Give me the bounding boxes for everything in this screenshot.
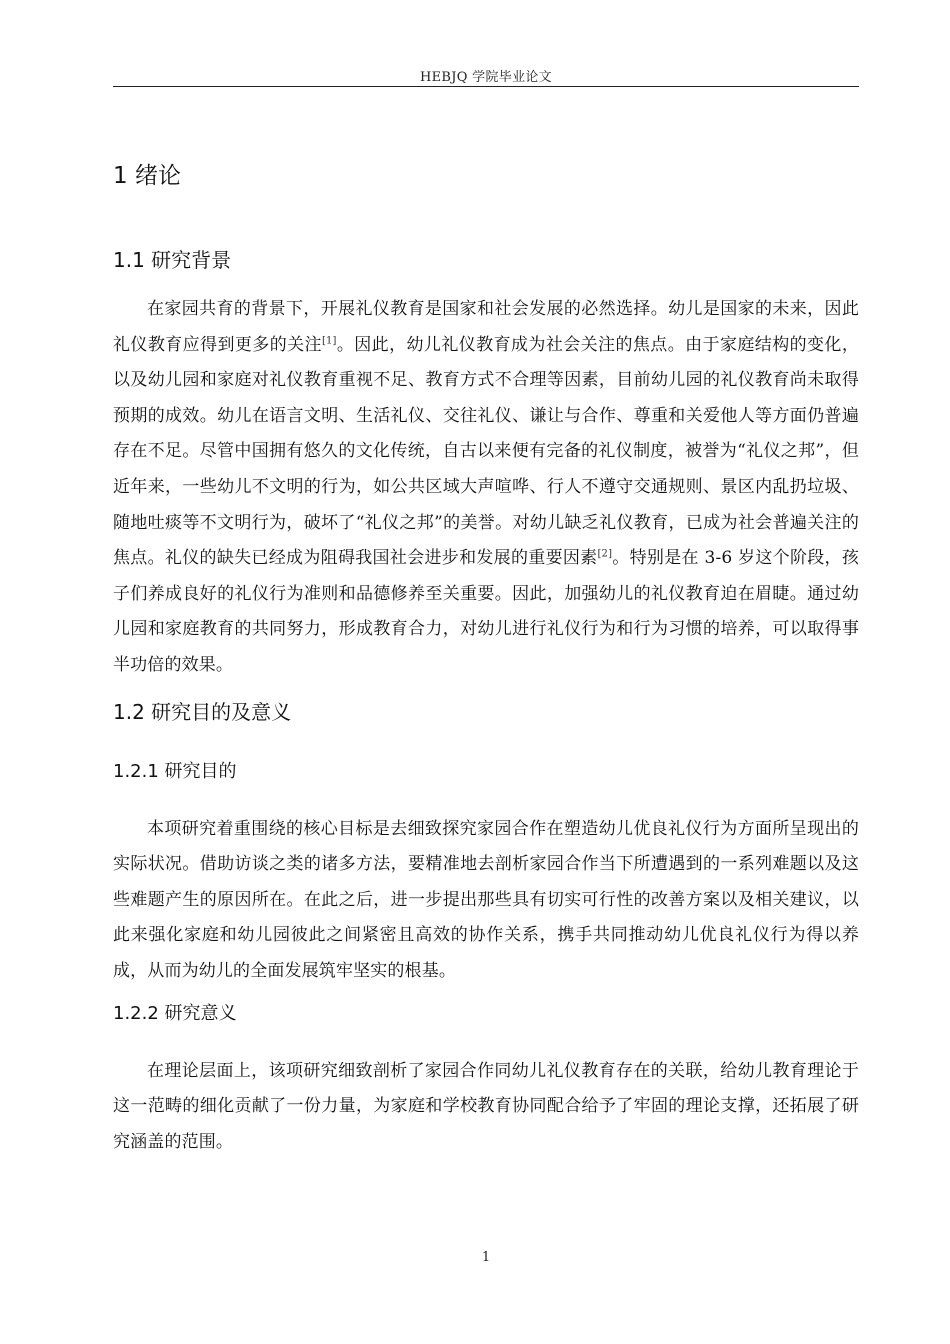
- paragraph-research-background: [113, 292, 859, 684]
- chapter-title: 1 绪论: [113, 163, 181, 189]
- subsection-title-1-2-2: 1.2.2 研究意义: [113, 1002, 237, 1024]
- header-rule: [113, 86, 859, 87]
- citation-1: [1]: [321, 334, 337, 346]
- page-content: [113, 150, 859, 1160]
- subsection-title-1-2-1: 1.2.1 研究目的: [113, 760, 237, 782]
- paragraph-text: 。特别是在 3-6 岁这个阶段，孩子们养成良好的礼仪行为准则和品德修养至关重要。因此，加强幼儿的礼仪教育迫在眉睫。通过幼儿园和家庭教育的共同努力，形成教育合力，对幼儿进行礼仪行为和行为习惯的培养，可以取得事半功倍的效果。: [113, 548, 860, 675]
- paragraph-research-significance: 在理论层面上，该项研究细致剖析了家园合作同幼儿礼仪教育存在的关联，给幼儿教育理论于这一范畴的细化贡献了一份力量，为家庭和学校教育协同配合给予了牢固的理论支撑，还拓展了研究涵盖的范围。: [113, 1060, 859, 1152]
- section-title-1-1: 1.1 研究背景: [113, 248, 232, 272]
- section-title-1-2: 1.2 研究目的及意义: [113, 699, 292, 724]
- paragraph-text: 。因此，幼儿礼仪教育成为社会关注的焦点。由于家庭结构的变化，以及幼儿园和家庭对礼仪教育重视不足、教育方式不合理等因素，目前幼儿园的礼仪教育尚未取得预期的成效。幼儿在语言文明、生活礼仪、交往礼仪、谦让与合作、尊重和关爱他人等方面仍普遍存在不足。尽管中国拥有悠久的文化传统，自古以来便有完备的礼仪制度，被誉为“礼仪之邦”，但近年来，一些幼儿不文明的行为，如公共区域大声喧哗、行人不遵守交通规则、景区内乱扔垃圾、随地吐痰等不文明行为，破坏了“礼仪之邦”的美誉。对幼儿缺乏礼仪教育，已成为社会普遍关注的焦点。礼仪的缺失已经成为阻碍我国社会进步和发展的重要因素: [113, 334, 859, 569]
- page-number: 1: [481, 1250, 491, 1265]
- paragraph-text: 在家园共育的背景下，开展礼仪教育是国家和社会发展的必然选择。幼儿是国家的未来，因此礼仪教育应得到更多的关注: [113, 299, 859, 355]
- paragraph-research-purpose: 本项研究着重围绕的核心目标是去细致探究家园合作在塑造幼儿优良礼仪行为方面所呈现出的实际状况。借助访谈之类的诸多方法，要精准地去剖析家园合作当下所遭遇到的一系列难题以及这些难题产生的原因所在。在此之后，进一步提出那些具有切实可行性的改善方案以及相关建议，以此来强化家庭和幼儿园彼此之间紧密且高效的协作关系，携手共同推动幼儿优良礼仪行为得以养成，从而为幼儿的全面发展筑牢坚实的根基。: [113, 818, 859, 981]
- citation-2: [2]: [597, 548, 613, 560]
- running-header: HEBJQ 学院毕业论文: [420, 70, 552, 85]
